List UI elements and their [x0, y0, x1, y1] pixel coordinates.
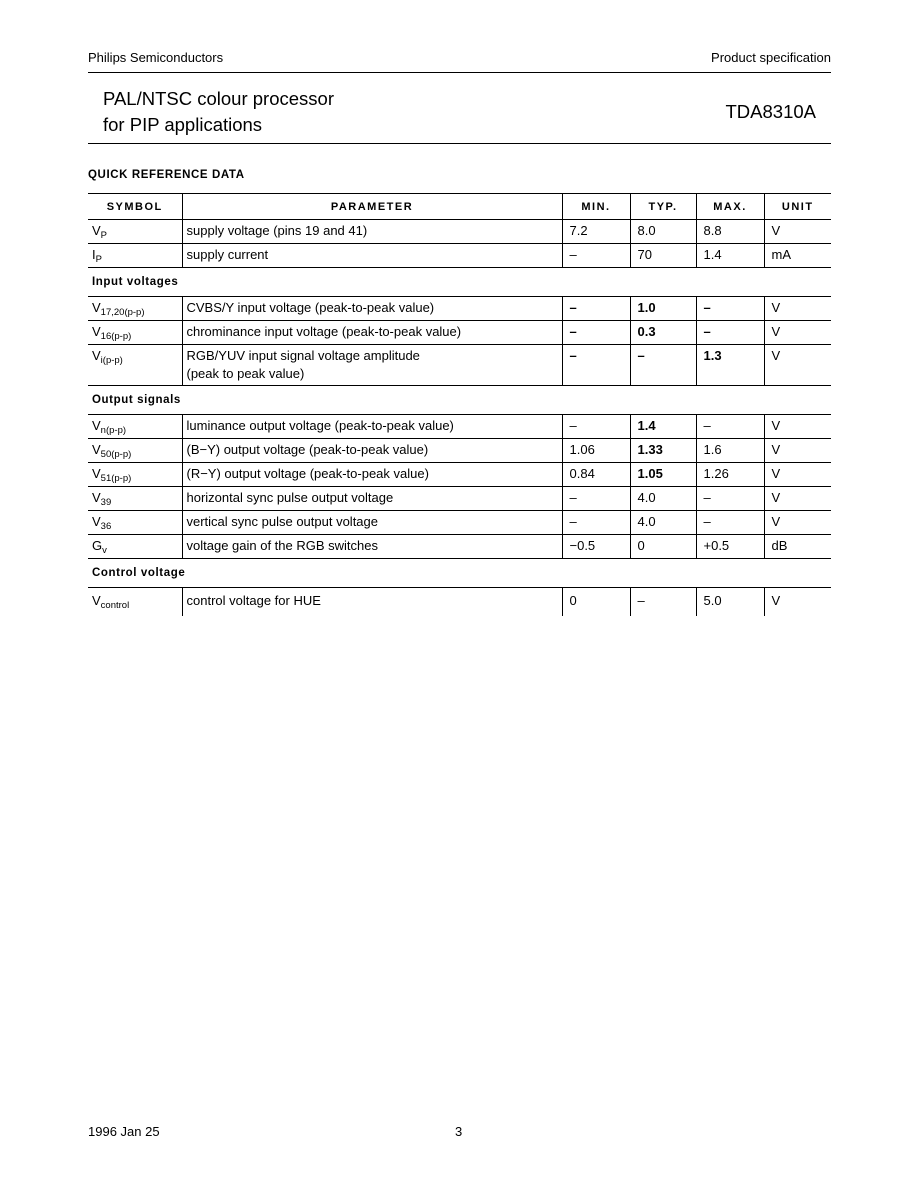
symbol-text: G [92, 538, 103, 553]
unit-cell [764, 511, 831, 535]
unit-cell [764, 487, 831, 511]
unit-cell [764, 220, 831, 244]
title-line-2: for PIP applications [103, 114, 263, 135]
unit-cell [764, 439, 831, 463]
typ-cell [630, 321, 696, 345]
parameter-text: RGB/YUV input signal voltage amplitude [186, 348, 420, 363]
max-cell-text: – [703, 490, 711, 505]
typ-cell-text: 0 [637, 538, 645, 553]
unit-cell-text: V [771, 466, 781, 481]
parameter-text: vertical sync pulse output voltage [186, 514, 378, 529]
typ-cell-text: 4.0 [637, 490, 656, 505]
parameter-cell [182, 321, 562, 345]
symbol-cell [88, 220, 182, 244]
symbol-cell [88, 415, 182, 439]
max-cell [696, 220, 764, 244]
symbol-subscript: 51(p-p) [100, 473, 132, 484]
title-rule [88, 143, 831, 144]
symbol-cell [88, 511, 182, 535]
typ-cell [630, 463, 696, 487]
page-number: 3 [455, 1124, 463, 1139]
table-header-row [88, 194, 831, 220]
parameter-text: supply voltage (pins 19 and 41) [186, 223, 368, 238]
min-cell-text: 0 [569, 593, 577, 608]
symbol-subscript: i(p-p) [100, 355, 123, 366]
table-row [88, 345, 831, 386]
header-rule [88, 72, 831, 73]
max-cell-text: – [703, 324, 711, 339]
table-row [88, 321, 831, 345]
parameter-cell [182, 487, 562, 511]
max-cell [696, 297, 764, 321]
symbol-text: V [92, 514, 101, 529]
parameter-cell [182, 439, 562, 463]
unit-cell [764, 345, 831, 386]
max-cell [696, 439, 764, 463]
unit-cell-text: V [771, 442, 781, 457]
max-cell-text: – [703, 300, 711, 315]
min-cell [562, 535, 630, 559]
min-cell-text: – [569, 247, 577, 262]
unit-cell [764, 588, 831, 617]
table-row [88, 588, 831, 617]
min-cell [562, 511, 630, 535]
document-type: Product specification [711, 50, 831, 65]
typ-cell-text: 70 [637, 247, 652, 262]
max-cell [696, 535, 764, 559]
group-heading-row [88, 268, 831, 297]
symbol-text: V [92, 348, 101, 363]
unit-cell [764, 415, 831, 439]
symbol-text: V [92, 593, 101, 608]
parameter-cell [182, 415, 562, 439]
unit-cell [764, 321, 831, 345]
symbol-text: V [92, 466, 101, 481]
max-cell-text: – [703, 514, 711, 529]
symbol-subscript: 39 [100, 497, 112, 508]
max-cell [696, 345, 764, 386]
symbol-cell [88, 535, 182, 559]
min-cell [562, 588, 630, 617]
part-number: TDA8310A [725, 101, 816, 122]
quick-reference-table [88, 193, 831, 616]
table-row [88, 487, 831, 511]
parameter-text-line2: (peak to peak value) [186, 366, 305, 381]
symbol-subscript: control [100, 600, 130, 611]
table-row [88, 244, 831, 268]
group-heading: Input voltages [88, 268, 831, 297]
symbol-subscript: 16(p-p) [100, 331, 132, 342]
symbol-text: V [92, 442, 101, 457]
unit-cell-text: V [771, 300, 781, 315]
symbol-cell [88, 487, 182, 511]
footer-date: 1996 Jan 25 [88, 1124, 160, 1139]
typ-cell [630, 345, 696, 386]
parameter-text: supply current [186, 247, 269, 262]
typ-cell-text: 1.05 [637, 466, 663, 481]
group-heading: Control voltage [88, 559, 831, 588]
parameter-cell [182, 297, 562, 321]
parameter-text: chrominance input voltage (peak-to-peak value) [186, 324, 462, 339]
max-cell [696, 588, 764, 617]
title-line-1: PAL/NTSC colour processor [103, 88, 334, 109]
min-cell-text: – [569, 300, 577, 315]
min-cell [562, 220, 630, 244]
unit-cell-text: V [771, 324, 781, 339]
table-row [88, 439, 831, 463]
parameter-cell [182, 511, 562, 535]
section-title: QUICK REFERENCE DATA [88, 169, 245, 181]
typ-cell-text: 1.4 [637, 418, 656, 433]
parameter-cell [182, 345, 562, 386]
min-cell [562, 244, 630, 268]
unit-cell-text: V [771, 490, 781, 505]
min-cell [562, 297, 630, 321]
symbol-text: V [92, 490, 101, 505]
table-row [88, 535, 831, 559]
typ-cell [630, 297, 696, 321]
unit-cell [764, 244, 831, 268]
unit-cell-text: V [771, 348, 781, 363]
min-cell-text: – [569, 324, 577, 339]
min-cell-text: −0.5 [569, 538, 596, 553]
parameter-cell [182, 463, 562, 487]
table-row [88, 415, 831, 439]
symbol-text: V [92, 300, 101, 315]
max-cell-text: 8.8 [703, 223, 722, 238]
parameter-text: luminance output voltage (peak-to-peak value) [186, 418, 454, 433]
table-body [88, 220, 831, 617]
typ-cell-text: – [637, 348, 645, 363]
max-cell [696, 487, 764, 511]
typ-cell [630, 244, 696, 268]
typ-cell [630, 588, 696, 617]
symbol-cell [88, 439, 182, 463]
symbol-text: V [92, 418, 101, 433]
unit-cell-text: V [771, 514, 781, 529]
typ-cell [630, 535, 696, 559]
parameter-cell [182, 535, 562, 559]
max-cell-text: 1.26 [703, 466, 729, 481]
min-cell [562, 321, 630, 345]
company-name: Philips Semiconductors [88, 50, 224, 65]
max-cell-text: – [703, 418, 711, 433]
symbol-subscript: n(p-p) [100, 425, 127, 436]
parameter-text: (R−Y) output voltage (peak-to-peak value) [186, 466, 429, 481]
max-cell [696, 463, 764, 487]
typ-cell [630, 511, 696, 535]
parameter-text: horizontal sync pulse output voltage [186, 490, 394, 505]
max-cell [696, 321, 764, 345]
min-cell [562, 345, 630, 386]
min-cell-text: 1.06 [569, 442, 595, 457]
symbol-cell [88, 588, 182, 617]
table-row [88, 297, 831, 321]
typ-cell-text: – [637, 593, 645, 608]
max-cell [696, 244, 764, 268]
parameter-cell [182, 244, 562, 268]
max-cell-text: 1.3 [703, 348, 722, 363]
max-cell-text: 1.4 [703, 247, 722, 262]
min-cell-text: – [569, 348, 577, 363]
table-row [88, 220, 831, 244]
symbol-text: V [92, 223, 101, 238]
parameter-text: control voltage for HUE [186, 593, 321, 608]
min-cell-text: 0.84 [569, 466, 595, 481]
parameter-cell [182, 588, 562, 617]
col-header-max: MAX. [696, 194, 764, 220]
typ-cell-text: 8.0 [637, 223, 656, 238]
typ-cell [630, 439, 696, 463]
symbol-subscript: v [102, 545, 107, 556]
typ-cell [630, 415, 696, 439]
typ-cell [630, 220, 696, 244]
max-cell-text: +0.5 [703, 538, 730, 553]
table-row [88, 463, 831, 487]
unit-cell-text: V [771, 593, 781, 608]
min-cell-text: – [569, 490, 577, 505]
parameter-cell [182, 220, 562, 244]
max-cell [696, 415, 764, 439]
symbol-text: V [92, 324, 101, 339]
col-header-parameter: PARAMETER [182, 194, 562, 220]
symbol-subscript: 17,20(p-p) [100, 307, 145, 318]
unit-cell [764, 463, 831, 487]
unit-cell [764, 297, 831, 321]
symbol-subscript: P [100, 230, 108, 241]
symbol-cell [88, 321, 182, 345]
symbol-text: I [92, 247, 96, 262]
symbol-cell [88, 244, 182, 268]
col-header-typ: TYP. [630, 194, 696, 220]
unit-cell [764, 535, 831, 559]
col-header-symbol: SYMBOL [88, 194, 182, 220]
min-cell-text: – [569, 514, 577, 529]
typ-cell-text: 4.0 [637, 514, 656, 529]
group-heading-row [88, 559, 831, 588]
typ-cell-text: 0.3 [637, 324, 656, 339]
parameter-text: (B−Y) output voltage (peak-to-peak value) [186, 442, 429, 457]
min-cell-text: 7.2 [569, 223, 588, 238]
min-cell [562, 439, 630, 463]
min-cell [562, 487, 630, 511]
unit-cell-text: dB [771, 538, 788, 553]
col-header-unit: UNIT [764, 194, 831, 220]
unit-cell-text: mA [771, 247, 791, 262]
max-cell-text: 5.0 [703, 593, 722, 608]
table-row [88, 511, 831, 535]
symbol-subscript: 50(p-p) [100, 449, 132, 460]
unit-cell-text: V [771, 418, 781, 433]
unit-cell-text: V [771, 223, 781, 238]
symbol-cell [88, 345, 182, 386]
min-cell [562, 463, 630, 487]
parameter-text: voltage gain of the RGB switches [186, 538, 378, 553]
max-cell-text: 1.6 [703, 442, 722, 457]
col-header-min: MIN. [562, 194, 630, 220]
symbol-subscript: 36 [100, 521, 112, 532]
symbol-cell [88, 463, 182, 487]
max-cell [696, 511, 764, 535]
symbol-subscript: P [95, 254, 102, 265]
group-heading-row [88, 386, 831, 415]
group-heading: Output signals [88, 386, 831, 415]
symbol-cell [88, 297, 182, 321]
typ-cell-text: 1.0 [637, 300, 656, 315]
min-cell [562, 415, 630, 439]
typ-cell-text: 1.33 [637, 442, 663, 457]
parameter-text: CVBS/Y input voltage (peak-to-peak value) [186, 300, 435, 315]
min-cell-text: – [569, 418, 577, 433]
document-title [103, 86, 334, 138]
typ-cell [630, 487, 696, 511]
